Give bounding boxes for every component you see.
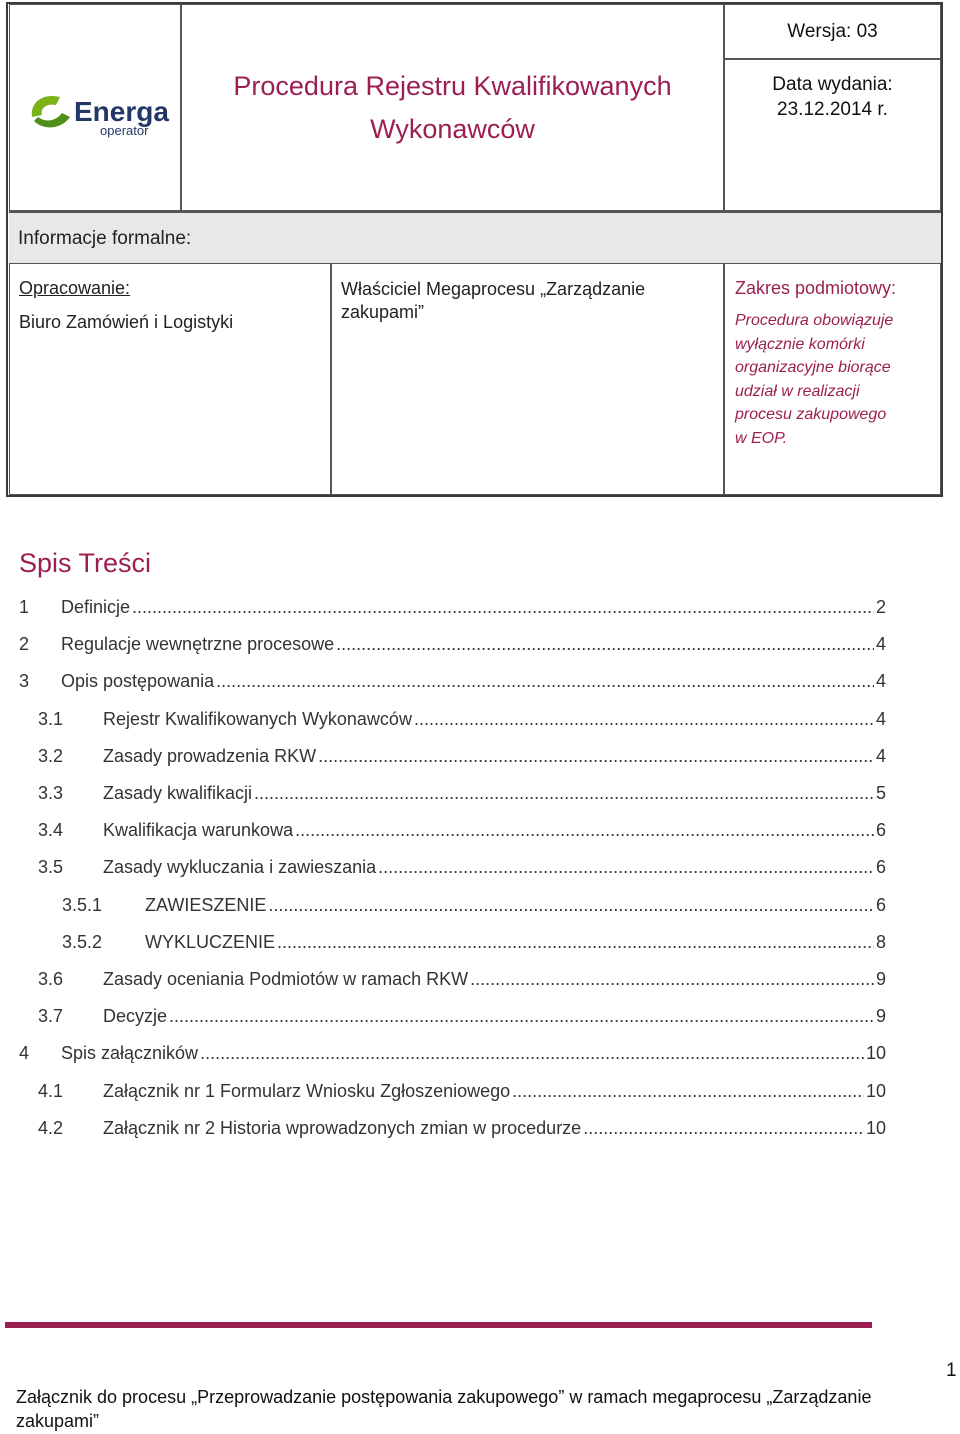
toc-entry[interactable] <box>38 709 886 731</box>
toc-entry-number: 3 <box>19 671 30 692</box>
toc-entry-title[interactable]: Załącznik nr 1 Formularz Wniosku Zgłoszeniowego <box>103 1080 511 1101</box>
toc-entry[interactable] <box>62 932 886 954</box>
scope-line: w EOP. <box>735 429 788 447</box>
toc-entry-title[interactable]: WYKLUCZENIE <box>145 931 276 952</box>
prepared-by-cell <box>9 263 331 495</box>
scope-line: wyłącznie komórki <box>735 335 865 353</box>
scope-cell <box>724 263 941 495</box>
scope-description <box>735 309 930 450</box>
toc-entry-title[interactable]: Decyzje <box>103 1006 168 1027</box>
version-cell <box>724 4 941 59</box>
owner-line-1: Właściciel Megaprocesu „Zarządzanie <box>341 279 646 299</box>
toc-entry-title[interactable]: Definicje <box>61 597 131 617</box>
toc-dot-leader <box>295 820 874 841</box>
toc-entry[interactable] <box>19 671 886 693</box>
toc-entry-title[interactable]: Rejestr Kwalifikowanych Wykonawców <box>103 708 412 729</box>
toc-dot-leader <box>216 671 874 692</box>
title-line-2: Wykonawców <box>370 113 535 144</box>
toc-entry-page: 9 <box>875 969 886 989</box>
toc-entry-title[interactable]: Spis załączników <box>61 1043 199 1064</box>
toc-entry-number: 2 <box>19 634 30 655</box>
scope-label: Zakres podmiotowy: <box>735 278 897 298</box>
scope-line: organizacyjne biorące <box>735 359 891 376</box>
owner-line-2: zakupami” <box>341 302 425 322</box>
toc-entry[interactable] <box>38 857 886 879</box>
toc-entry-page: 6 <box>875 857 886 878</box>
toc-entry[interactable] <box>38 1006 886 1028</box>
toc-entry-title[interactable]: Kwalifikacja warunkowa <box>103 820 294 841</box>
toc-dot-leader <box>336 634 874 655</box>
toc-entry[interactable] <box>19 634 886 656</box>
toc-dot-leader <box>169 1006 874 1027</box>
toc-entry[interactable] <box>38 783 886 805</box>
date-label: Data wydania: <box>772 74 893 95</box>
toc-heading: Spis Treści <box>19 548 152 578</box>
toc-entry-page: 10 <box>865 1080 886 1101</box>
toc-entry-title[interactable]: Regulacje wewnętrzne procesowe <box>61 634 335 655</box>
toc-entry[interactable] <box>19 597 886 619</box>
toc-entry-title[interactable]: Zasady oceniania Podmiotów w ramach RKW <box>103 969 469 989</box>
prepared-label: Opracowanie: <box>19 278 131 298</box>
toc-entry[interactable] <box>38 969 886 991</box>
toc-dot-leader <box>254 783 874 804</box>
toc-entry-number: 4.1 <box>38 1080 64 1101</box>
toc-entry-number: 3.5.2 <box>62 931 103 952</box>
toc-entry-number: 3.2 <box>38 745 64 766</box>
toc-entry-title[interactable]: ZAWIESZENIE <box>145 894 267 915</box>
toc-entry-page: 6 <box>875 894 886 915</box>
toc-entry-page: 9 <box>875 1006 886 1027</box>
toc-entry-number: 3.5.1 <box>62 894 103 915</box>
toc-entry-page: 10 <box>865 1117 886 1138</box>
toc-entry-number: 3.7 <box>38 1006 64 1027</box>
document-title <box>233 65 671 151</box>
toc-entry-title[interactable]: Załącznik nr 2 Historia wprowadzonych zmian w procedurze <box>103 1117 582 1138</box>
prepared-value: Biuro Zamówień i Logistyki <box>19 312 234 332</box>
toc-entry[interactable] <box>19 1043 886 1065</box>
scope-line: Procedura obowiązuje <box>735 312 894 329</box>
toc-entry-page: 4 <box>875 708 886 729</box>
toc-entry-number: 3.3 <box>38 783 64 803</box>
logo-name: Energa <box>74 96 169 127</box>
title-line-1: Procedura Rejestru Kwalifikowanych <box>233 70 672 101</box>
toc-entry[interactable] <box>62 895 886 917</box>
formal-info-label: Informacje formalne: <box>18 228 192 249</box>
formal-info-heading <box>9 211 941 263</box>
toc-dot-leader <box>268 895 874 916</box>
toc-entry-page: 2 <box>875 597 886 617</box>
toc-entry-number: 3.5 <box>38 857 64 878</box>
footer-divider <box>5 1322 872 1328</box>
date-cell <box>724 59 941 211</box>
toc-dot-leader <box>378 857 874 878</box>
toc-entry[interactable] <box>38 820 886 842</box>
version-text: Wersja: 03 <box>787 20 878 42</box>
toc-entry-page: 4 <box>875 745 886 766</box>
logo-cell <box>9 4 181 211</box>
title-cell <box>181 4 724 211</box>
toc-entry-page: 4 <box>875 634 886 655</box>
footer-text <box>16 1385 896 1433</box>
toc-entry-page: 10 <box>865 1043 886 1064</box>
toc-dot-leader <box>132 597 874 618</box>
toc-dot-leader <box>318 746 874 767</box>
toc-entry-title[interactable]: Opis postępowania <box>61 671 215 692</box>
toc-entry-title[interactable]: Zasady kwalifikacji <box>103 783 253 803</box>
toc-entry-number: 3.1 <box>38 708 64 729</box>
toc-dot-leader <box>512 1081 864 1102</box>
energa-logo <box>10 5 180 210</box>
date-value: 23.12.2014 r. <box>777 99 888 120</box>
owner-cell <box>331 263 724 495</box>
toc-dot-leader <box>277 932 874 953</box>
logo-subtitle: operator <box>100 123 149 138</box>
toc-entry-page: 8 <box>875 931 886 952</box>
toc-entry-title[interactable]: Zasady wykluczania i zawieszania <box>103 857 377 878</box>
toc-entry-page: 6 <box>875 820 886 841</box>
toc-dot-leader <box>414 709 874 730</box>
toc-dot-leader <box>200 1043 864 1064</box>
scope-line: udział w realizacji <box>735 382 860 400</box>
footer-line-1: Załącznik do procesu „Przeprowadzanie postępowania zakupowego” w ramach megaprocesu „Zarządzanie <box>16 1387 872 1407</box>
footer-line-2: zakupami” <box>16 1411 100 1431</box>
toc-entry-page: 4 <box>875 671 886 692</box>
scope-line: procesu zakupowego <box>735 406 887 423</box>
toc-dot-leader <box>470 969 874 990</box>
toc-entry[interactable] <box>38 1081 886 1103</box>
toc-entry-number: 3.6 <box>38 969 64 989</box>
toc-entry[interactable] <box>38 746 886 768</box>
toc-entry-page: 5 <box>875 783 886 803</box>
toc-entry-number: 3.4 <box>38 820 64 841</box>
energa-swoosh-icon <box>32 96 70 127</box>
toc-entry-number: 1 <box>19 597 30 617</box>
toc-entry[interactable] <box>38 1118 886 1140</box>
page-number: 1 <box>946 1360 957 1381</box>
toc-entry-number: 4 <box>19 1043 30 1064</box>
toc-entry-title[interactable]: Zasady prowadzenia RKW <box>103 745 317 766</box>
toc-dot-leader <box>583 1118 864 1139</box>
toc-entry-number: 4.2 <box>38 1117 64 1138</box>
